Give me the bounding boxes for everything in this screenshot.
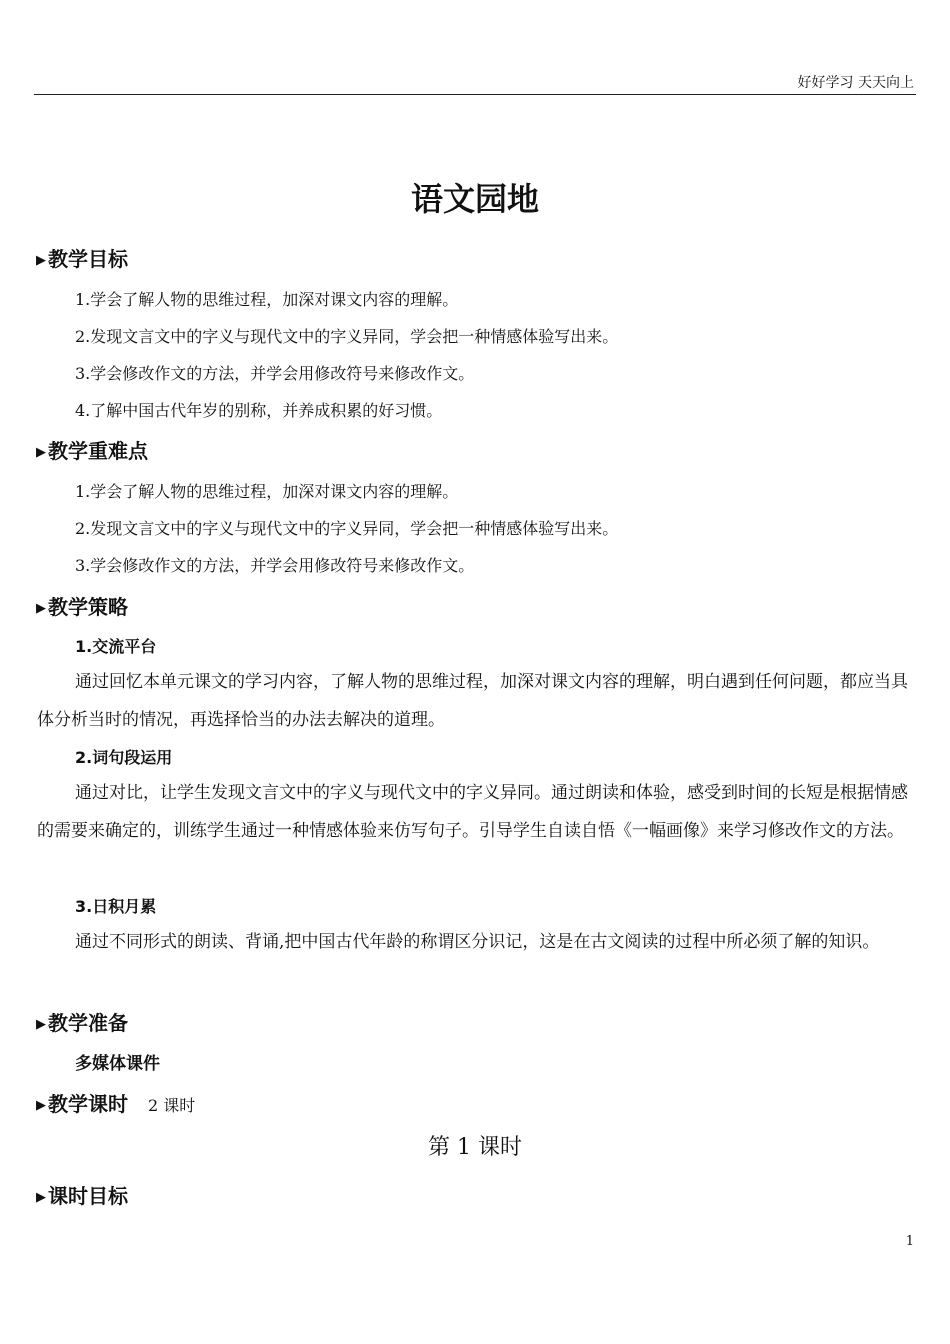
arrow-marker-icon: ▶	[36, 601, 46, 616]
section-heading-text: 教学目标	[48, 247, 128, 271]
header-rule	[34, 94, 916, 95]
section-heading-key-points	[36, 435, 148, 464]
strategy-paragraph: 通过回忆本单元课文的学习内容，了解人物的思维过程，加深对课文内容的理解，明白遇到任何问题，都应当具体分析当时的情况，再选择恰当的办法去解决的道理。	[37, 672, 908, 730]
preparation-content: 多媒体课件	[75, 1054, 160, 1074]
lesson-title: 第 1 课时	[428, 1135, 522, 1160]
goal-item: 3.学会修改作文的方法，并学会用修改符号来修改作文。	[75, 364, 475, 383]
section-heading-lesson-goals	[36, 1180, 128, 1209]
key-point-item: 2.发现文言文中的字义与现代文中的字义异同，学会把一种情感体验写出来。	[75, 519, 619, 538]
strategy-subtitle: 3.日积月累	[75, 897, 157, 916]
hours-value: 2 课时	[148, 1096, 196, 1115]
section-heading-text: 教学准备	[48, 1011, 128, 1035]
arrow-marker-icon: ▶	[36, 1098, 46, 1113]
page-header: 好好学习 天天向上	[797, 75, 914, 91]
goal-item: 1.学会了解人物的思维过程，加深对课文内容的理解。	[75, 290, 459, 309]
section-heading-hours	[36, 1088, 195, 1117]
strategy-subtitle: 2.词句段运用	[75, 748, 173, 767]
goal-item: 4.了解中国古代年岁的别称，并养成积累的好习惯。	[75, 401, 443, 420]
arrow-marker-icon: ▶	[36, 1190, 46, 1205]
section-heading-strategy	[36, 591, 128, 620]
strategy-subtitle: 1.交流平台	[75, 637, 157, 656]
arrow-marker-icon: ▶	[36, 445, 46, 460]
section-heading-text: 课时目标	[48, 1184, 128, 1208]
section-heading-text: 教学重难点	[48, 439, 148, 463]
goal-item: 2.发现文言文中的字义与现代文中的字义异同，学会把一种情感体验写出来。	[75, 327, 619, 346]
strategy-paragraph: 通过不同形式的朗读、背诵,把中国古代年龄的称谓区分识记，这是在古文阅读的过程中所必须了解的知识。	[75, 932, 880, 952]
arrow-marker-icon: ▶	[36, 253, 46, 268]
section-heading-text: 教学策略	[48, 595, 128, 619]
section-heading-goals	[36, 243, 128, 272]
section-heading-preparation	[36, 1007, 128, 1036]
document-title: 语文园地	[410, 180, 539, 218]
page-number: 1	[905, 1234, 914, 1249]
strategy-paragraph: 通过对比，让学生发现文言文中的字义与现代文中的字义异同。通过朗读和体验，感受到时间的长短是根据情感的需要来确定的，训练学生通过一种情感体验来仿写句子。引导学生自读自悟《一幅画像》来学习修改作文的方法。	[37, 783, 908, 841]
key-point-item: 3.学会修改作文的方法，并学会用修改符号来修改作文。	[75, 556, 475, 575]
key-point-item: 1.学会了解人物的思维过程，加深对课文内容的理解。	[75, 482, 459, 501]
arrow-marker-icon: ▶	[36, 1017, 46, 1032]
section-heading-text: 教学课时	[48, 1092, 128, 1116]
